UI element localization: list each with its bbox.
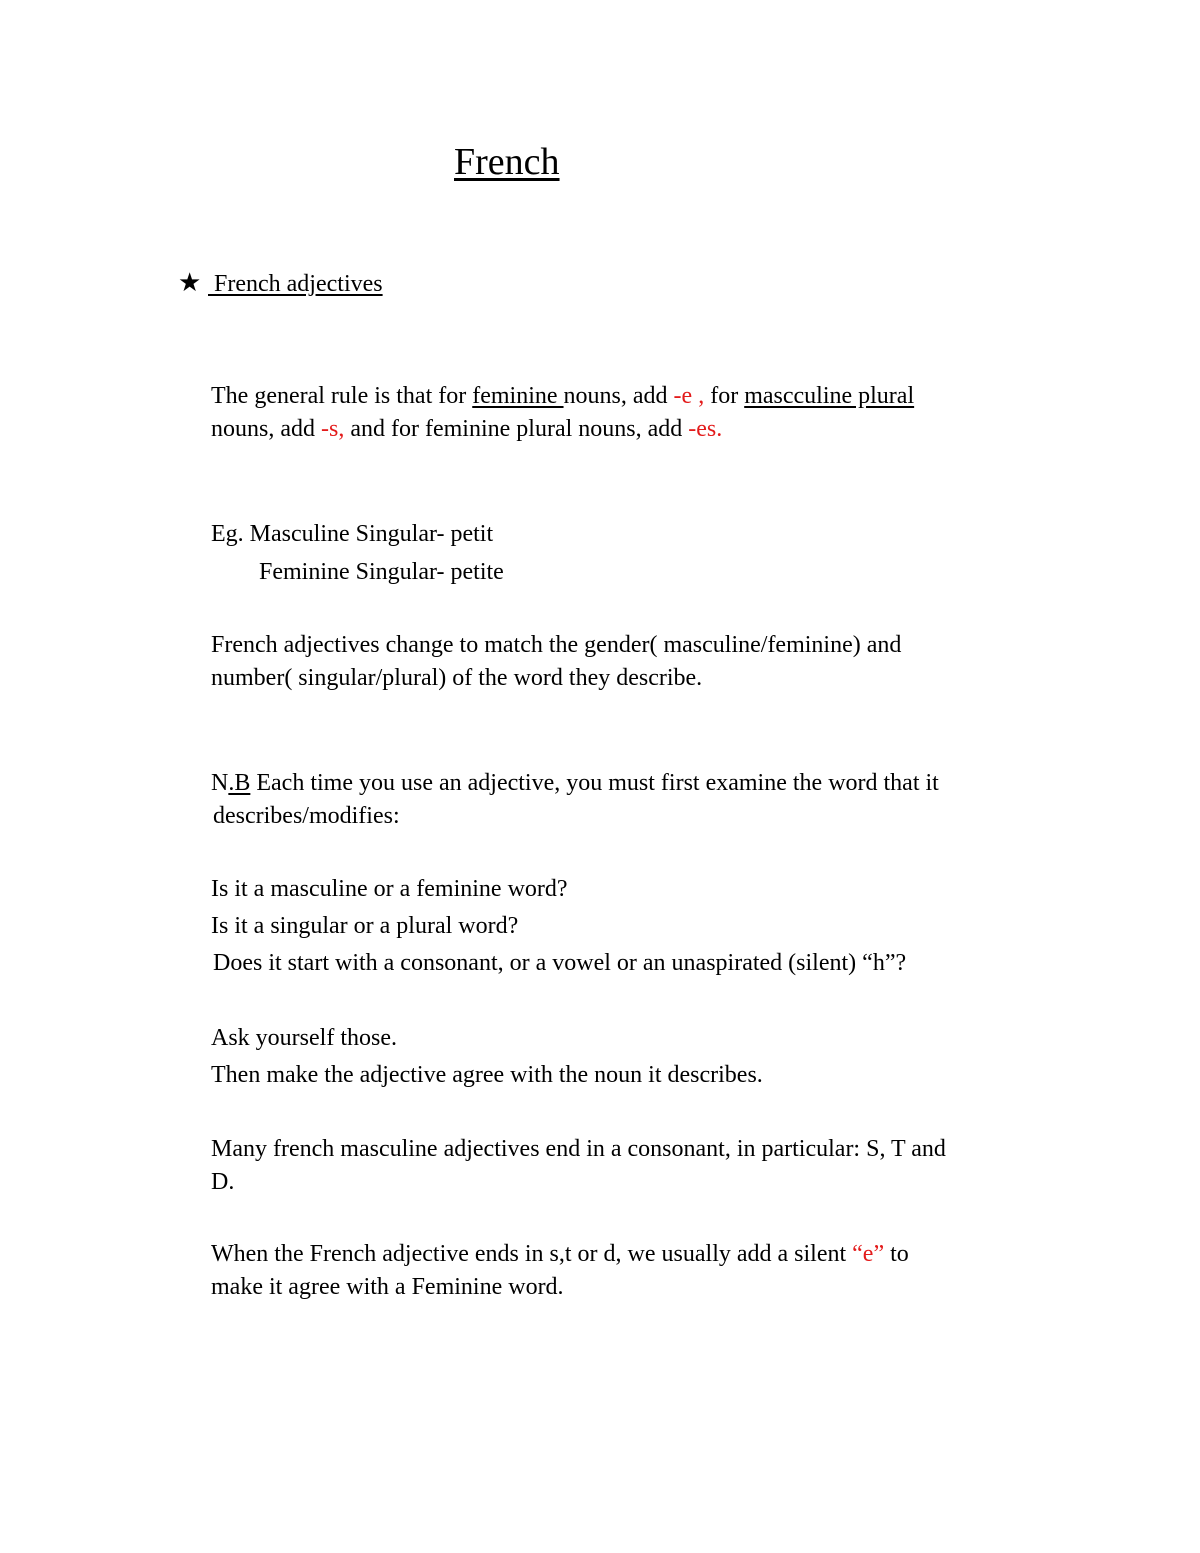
consonant-line-2: D. xyxy=(211,1169,235,1195)
rule-paragraph xyxy=(211,380,914,446)
rule-text: and for feminine plural nouns, add xyxy=(344,416,689,442)
nb-text: Each time you use an adjective, you must first examine the word that it xyxy=(250,770,939,796)
silent-e-line-2: make it agree with a Feminine word. xyxy=(211,1274,564,1300)
suffix-es: -es. xyxy=(688,416,723,442)
suffix-s: -s, xyxy=(321,416,345,442)
rule-text: The general rule is that for xyxy=(211,383,473,409)
agreement-paragraph xyxy=(211,629,901,695)
rule-line-2 xyxy=(211,413,914,446)
silent-e-line-1 xyxy=(211,1238,909,1271)
nb-label-underlined: .B xyxy=(228,770,251,796)
rule-text: nouns, add xyxy=(211,416,321,442)
masculine-plural-term: mascculine plural xyxy=(744,383,915,409)
rule-line-1 xyxy=(211,380,914,413)
agreement-line-2: number( singular/plural) of the word they describe. xyxy=(211,665,703,691)
example-line-2: Feminine Singular- petite xyxy=(259,559,504,585)
silent-e-letter: “e” xyxy=(852,1241,885,1267)
nb-line-2: describes/modifies: xyxy=(213,803,400,829)
section-heading xyxy=(178,268,383,298)
consonant-line-1: Many french masculine adjectives end in a consonant, in particular: S, T and xyxy=(211,1136,946,1162)
suffix-e: -e , xyxy=(673,383,705,409)
rule-text: nouns, add xyxy=(563,383,674,409)
rule-text: for xyxy=(704,383,745,409)
question-list xyxy=(211,871,906,982)
silent-e-paragraph xyxy=(211,1238,909,1304)
page-title: French xyxy=(454,141,560,183)
feminine-term: feminine xyxy=(472,383,564,409)
silent-e-text: to xyxy=(884,1241,909,1267)
ask-line-2: Then make the adjective agree with the noun it describes. xyxy=(211,1062,763,1088)
ask-line-1: Ask yourself those. xyxy=(211,1025,397,1051)
nb-line-1 xyxy=(211,767,939,800)
agreement-line-1: French adjectives change to match the gender( masculine/feminine) and xyxy=(211,632,902,658)
star-icon: ★ xyxy=(178,268,202,297)
consonant-paragraph xyxy=(211,1133,946,1199)
nb-label: N xyxy=(211,770,229,796)
question-item: Is it a singular or a plural word? xyxy=(211,913,519,939)
nb-paragraph xyxy=(211,767,939,833)
ask-paragraph xyxy=(211,1020,763,1094)
question-item: Does it start with a consonant, or a vowel or an unaspirated (silent) “h”? xyxy=(213,950,907,976)
example-line-1: Eg. Masculine Singular- petit xyxy=(211,521,494,547)
silent-e-text: When the French adjective ends in s,t or d, we usually add a silent xyxy=(211,1241,853,1267)
section-heading-text: French adjectives xyxy=(208,271,383,297)
question-item: Is it a masculine or a feminine word? xyxy=(211,876,568,902)
